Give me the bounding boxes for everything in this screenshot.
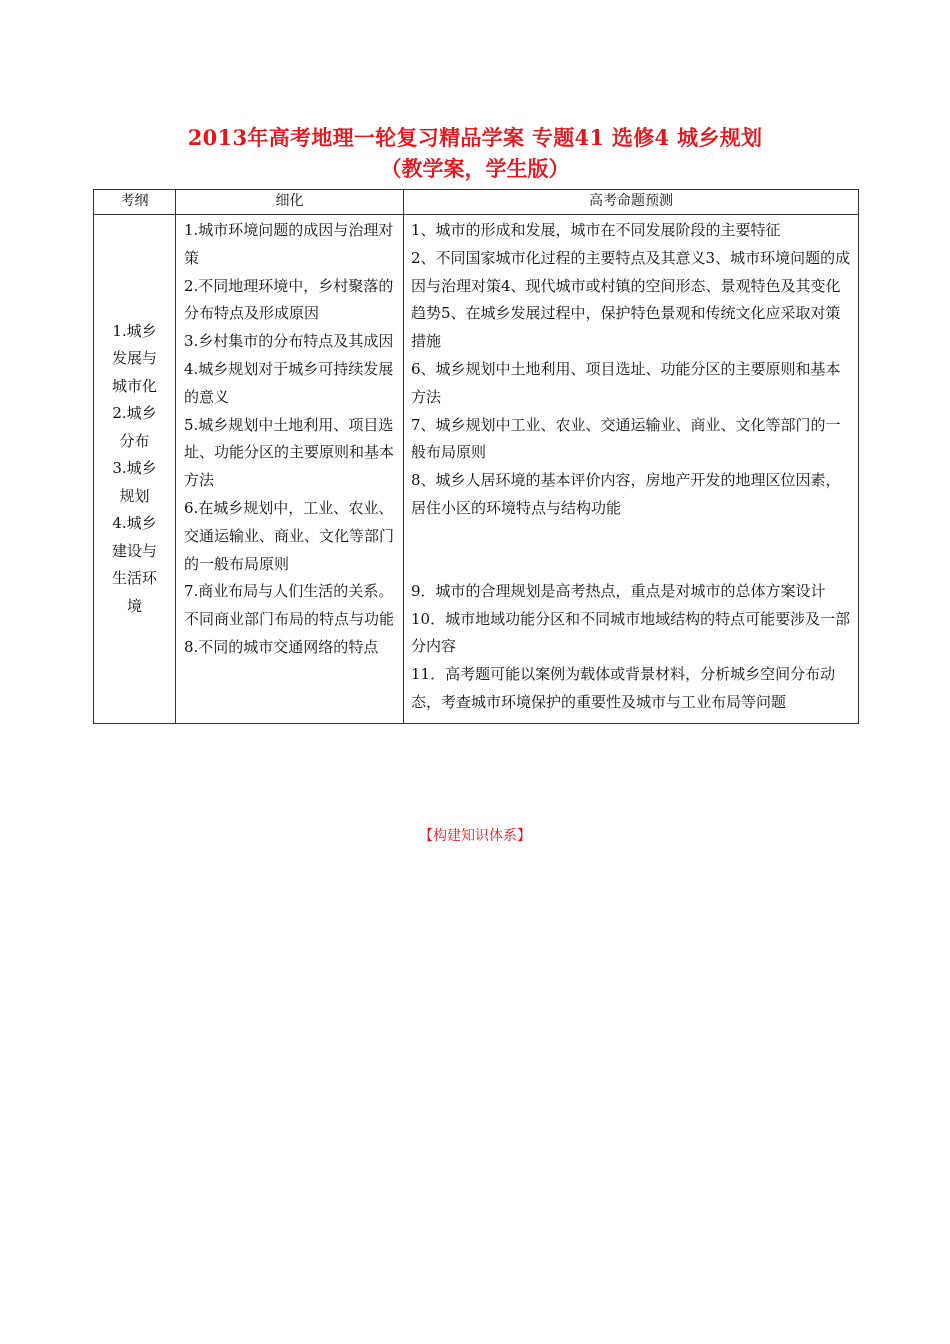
exam-outline-item: 1.城乡发展与城市化 — [111, 321, 157, 395]
exam-outline-item: 3.城乡规划 — [112, 459, 157, 505]
detail-item: 5.城乡规划中土地利用、项目选址、功能分区的主要原则和基本方法 — [184, 415, 395, 490]
header-details: 细化 — [176, 190, 404, 215]
prediction-item: 11．高考题可能以案例为载体或背景材料，分析城乡空间分布动态，考查城市环境保护的重要性及城市与工业布局等问题 — [411, 665, 836, 711]
detail-item: 4.城乡规划对于城乡可持续发展的意义 — [184, 359, 394, 406]
prediction-item: 8、城乡人居环境的基本评价内容，房地产开发的地理区位因素，居住小区的环境特点与结构功能 — [411, 471, 841, 517]
exam-outline-cell — [94, 215, 176, 724]
exam-outline-item: 4.城乡建设与生活环境 — [111, 514, 157, 615]
detail-item: 2.不同地理环境中，乡村聚落的分布特点及形成原因 — [184, 276, 394, 323]
section-heading: 【构建知识体系】 — [419, 828, 531, 844]
document-subtitle: （教学案，学生版） — [380, 156, 570, 181]
detail-item: 7.商业布局与人们生活的关系。不同商业部门布局的特点与功能 — [184, 582, 395, 629]
prediction-item: 1、城市的形成和发展，城市在不同发展阶段的主要特征 — [411, 221, 781, 239]
header-exam-outline: 考纲 — [94, 190, 176, 215]
document-title: 2013年高考地理一轮复习精品学案 专题41 选修4 城乡规划 — [187, 125, 763, 150]
prediction-item: 7、城乡规划中工业、农业、交通运输业、商业、文化等部门的一般布局原则 — [411, 415, 841, 462]
exam-outline-table — [93, 189, 859, 724]
prediction-item: 2、不同国家城市化过程的主要特点及其意义3、城市环境问题的成因与治理对策4、现代城市或村镇的空间形态、景观特色及其变化趋势5、在城乡发展过程中，保护特色景观和传统文化应采取对策措施 — [411, 248, 851, 351]
detail-item: 8.不同的城市交通网络的特点 — [184, 637, 379, 656]
prediction-item: 6、城乡规划中土地利用、项目选址、功能分区的主要原则和基本方法 — [411, 359, 841, 406]
spacer — [411, 523, 852, 578]
detail-item: 1.城市环境问题的成因与治理对策 — [184, 221, 394, 267]
exam-outline-item: 2.城乡分布 — [112, 404, 157, 450]
header-predictions: 高考命题预测 — [404, 190, 859, 215]
prediction-item: 10．城市地域功能分区和不同城市地域结构的特点可能要涉及一部分内容 — [411, 609, 851, 656]
predictions-cell — [404, 215, 859, 724]
prediction-item: 9．城市的合理规划是高考热点，重点是对城市的总体方案设计 — [411, 581, 826, 600]
detail-item: 6.在城乡规划中，工业、农业、交通运输业、商业、文化等部门的一般布局原则 — [184, 498, 395, 573]
detail-item: 3.乡村集市的分布特点及其成因 — [184, 332, 394, 351]
table-row — [94, 215, 859, 724]
table-header-row — [94, 190, 859, 215]
details-cell — [176, 215, 404, 724]
